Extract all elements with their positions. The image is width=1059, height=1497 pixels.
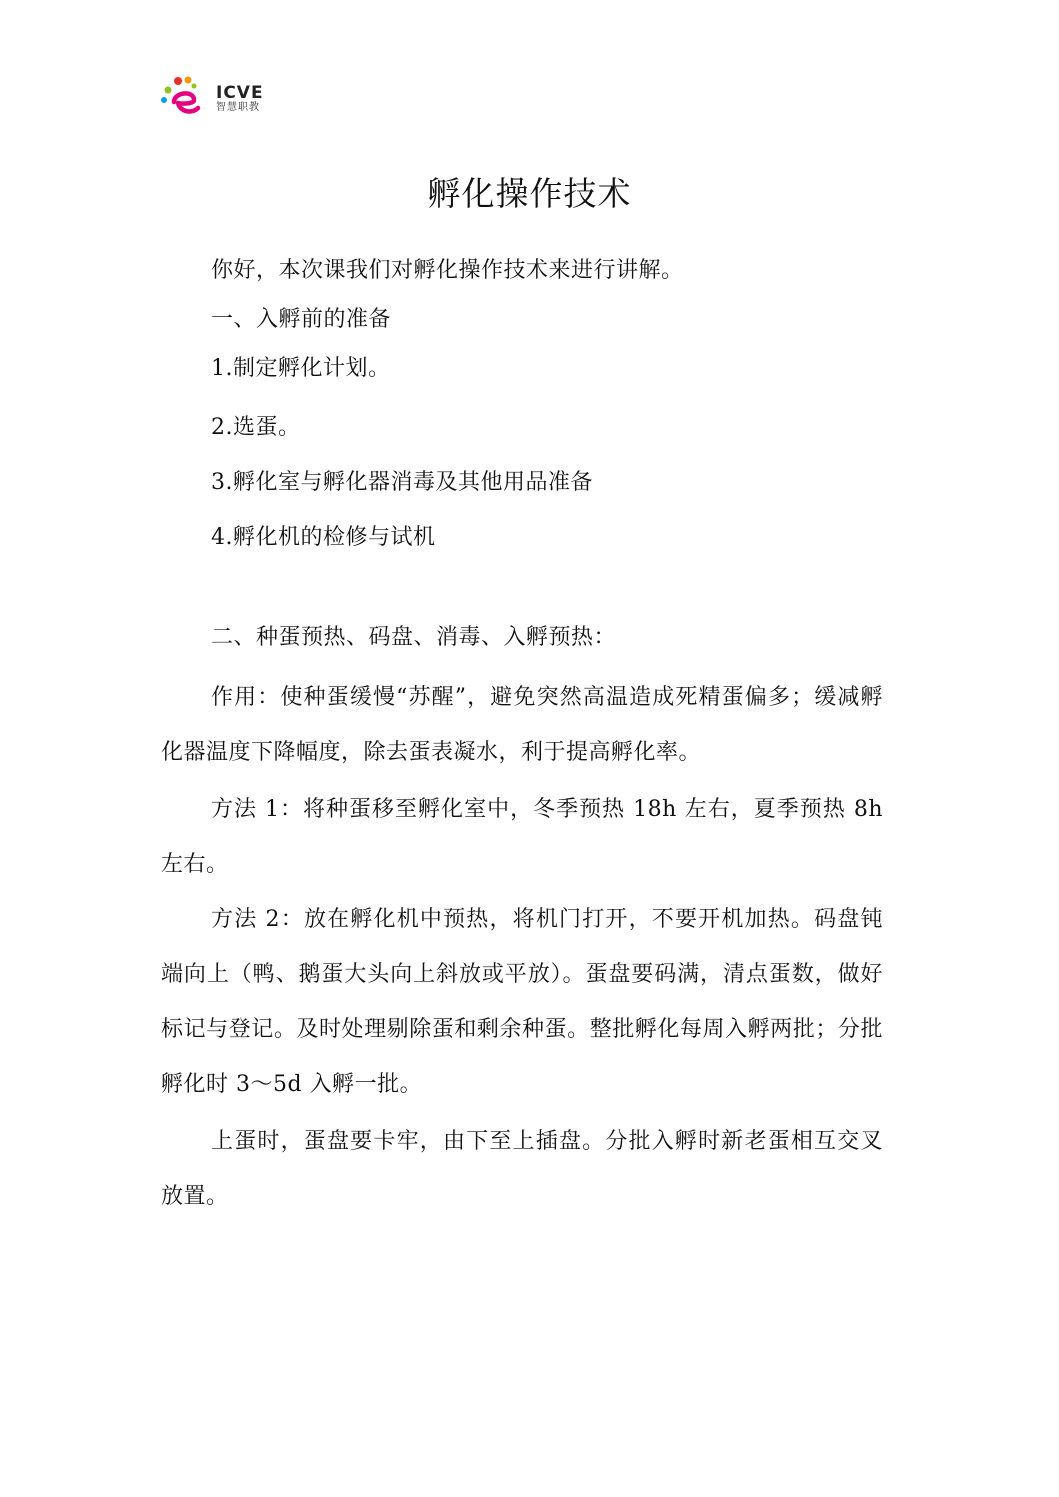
paragraph-method-2: 方法 2：放在孵化机中预热，将机门打开，不要开机加热。码盘钝端向上（鸭、鹅蛋大头向上斜放或平放）。蛋盘要码满，清点蛋数，做好标记与登记。及时处理剔除蛋和剩余种蛋。整批孵化每周入孵两批；分批孵化时 3～5d 入孵一批。	[161, 907, 883, 1097]
section1-item: 4.孵化机的检修与试机	[211, 525, 436, 550]
section1-item: 3.孵化室与孵化器消毒及其他用品准备	[211, 470, 593, 495]
section1-heading: 一、入孵前的准备	[211, 307, 392, 332]
paragraph-method-1: 方法 1：将种蛋移至孵化室中，冬季预热 18h 左右，夏季预热 8h 左右。	[161, 797, 883, 877]
paragraph-effect: 作用：使种蛋缓慢“苏醒”，避免突然高温造成死精蛋偏多；缓减孵化器温度下降幅度，除去蛋表凝水，利于提高孵化率。	[161, 685, 883, 765]
section2-heading: 二、种蛋预热、码盘、消毒、入孵预热：	[211, 625, 617, 650]
icve-logo-mark-icon	[160, 74, 212, 120]
intro-line: 你好，本次课我们对孵化操作技术来进行讲解。	[211, 258, 684, 283]
logo-subtitle: 智慧职教	[216, 102, 260, 113]
document-title: 孵化操作技术	[427, 174, 632, 213]
logo-brand: ICVE	[216, 83, 264, 103]
icve-logo	[160, 74, 280, 120]
logo-text	[216, 84, 264, 114]
paragraph-loading: 上蛋时，蛋盘要卡牢，由下至上插盘。分批入孵时新老蛋相互交叉放置。	[161, 1129, 883, 1209]
section1-item: 1.制定孵化计划。	[211, 356, 391, 381]
section1-item: 2.选蛋。	[211, 415, 301, 440]
